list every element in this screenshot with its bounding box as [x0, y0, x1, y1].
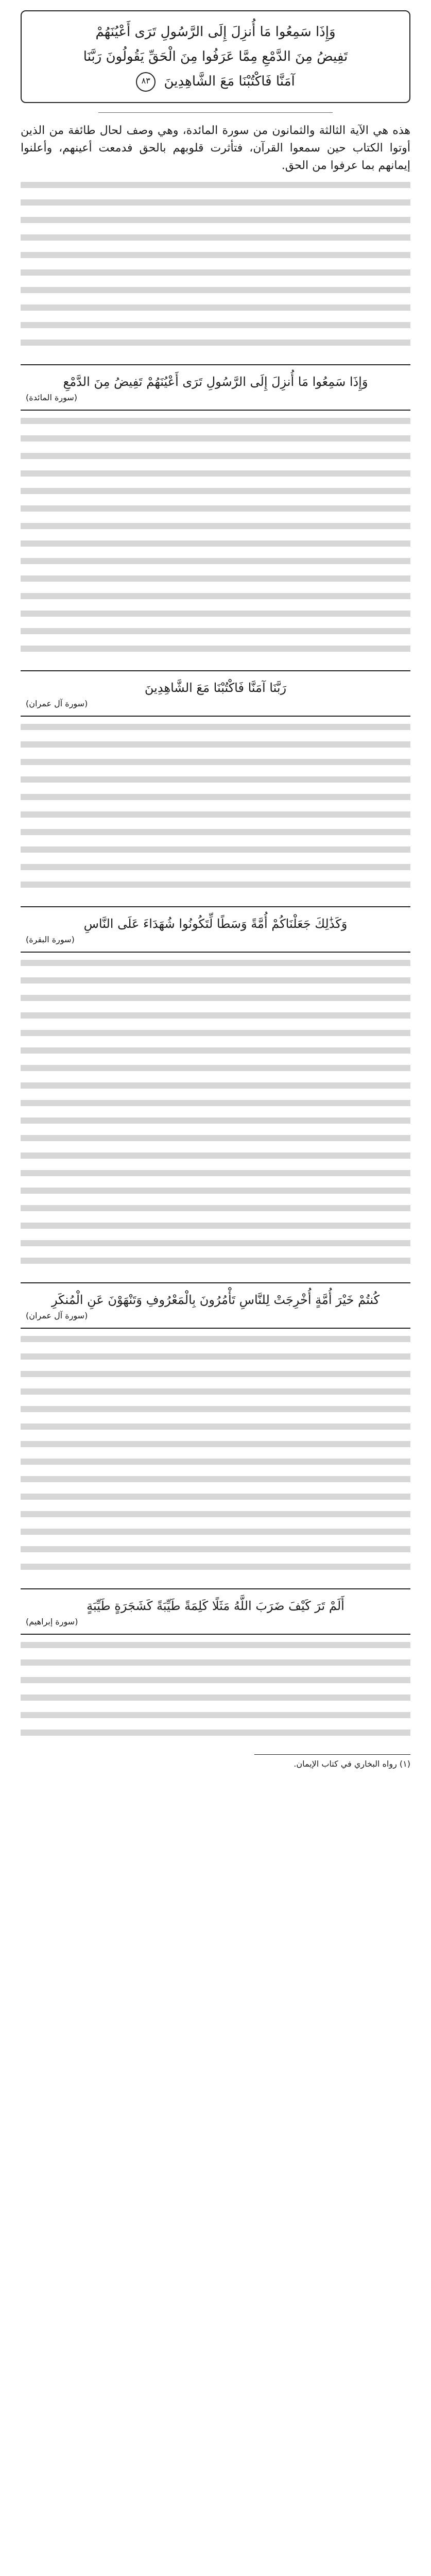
body-text-block: [21, 182, 410, 357]
divider: [98, 112, 332, 113]
body-text-block: [21, 724, 410, 899]
quran-quote-2: [21, 670, 410, 717]
quote-source: (سورة إبراهيم): [26, 1617, 78, 1626]
body-text-block: [21, 960, 410, 1275]
body-text-block: [21, 1642, 410, 1747]
quran-quote-4: [21, 1282, 410, 1329]
ayah-number-badge: ٨٣: [136, 72, 156, 92]
quote-source: (سورة آل عمران): [26, 1311, 88, 1320]
body-text-block: [21, 418, 410, 663]
quote-source: (سورة المائدة): [26, 393, 78, 402]
quote-text: وَكَذَٰلِكَ جَعَلْنَاكُمْ أُمَّةً وَسَطًا لِّتَكُونُوا شُهَدَاءَ عَلَى النَّاسِ: [83, 917, 348, 931]
quote-source: (سورة البقرة): [26, 935, 75, 944]
header-verse-line-2: تَفِيضُ مِنَ الدَّمْعِ مِمَّا عَرَفُوا مِنَ الْحَقِّ يَقُولُونَ رَبَّنَا: [83, 49, 348, 64]
body-text-block: [21, 1336, 410, 1581]
header-verse-line-1: وَإِذَا سَمِعُوا مَا أُنزِلَ إِلَى الرَّسُولِ تَرَى أَعْيُنَهُمْ: [95, 24, 336, 40]
header-verse-banner: [21, 10, 410, 103]
quote-source: (سورة آل عمران): [26, 699, 88, 708]
page: [21, 10, 410, 2576]
quran-quote-3: [21, 906, 410, 953]
quote-text: كُنتُمْ خَيْرَ أُمَّةٍ أُخْرِجَتْ لِلنَّاسِ تَأْمُرُونَ بِالْمَعْرُوفِ وَتَنْهَوْنَ عَنِ الْمُنكَرِ: [51, 1293, 380, 1307]
quran-quote-5: [21, 1588, 410, 1635]
quote-text: أَلَمْ تَرَ كَيْفَ ضَرَبَ اللَّهُ مَثَلًا كَلِمَةً طَيِّبَةً كَشَجَرَةٍ طَيِّبَةٍ: [87, 1599, 344, 1613]
footnote: (١) رواه البخاري في كتاب الإيمان.: [294, 1759, 410, 1769]
footnote-rule: [254, 1754, 410, 1755]
quran-quote-1: [21, 364, 410, 411]
intro-paragraph: هذه هي الآية الثالثة والثمانون من سورة المائدة، وهي وصف لحال طائفة من الذين أوتوا الكتاب حين سمعوا القرآن، فتأثرت قلوبهم بالحق فدمعت أعينهم، وأعلنوا إيمانهم بما عرفوا من الحق.: [21, 124, 410, 172]
quote-text: وَإِذَا سَمِعُوا مَا أُنزِلَ إِلَى الرَّسُولِ تَرَى أَعْيُنَهُمْ تَفِيضُ مِنَ الدَّمْعِ: [63, 375, 368, 389]
quote-text: رَبَّنَا آمَنَّا فَاكْتُبْنَا مَعَ الشَّاهِدِينَ: [144, 681, 287, 695]
header-verse-line-3-text: آمَنَّا فَاكْتُبْنَا مَعَ الشَّاهِدِينَ: [164, 74, 295, 89]
header-verse-line-3: [36, 69, 395, 94]
